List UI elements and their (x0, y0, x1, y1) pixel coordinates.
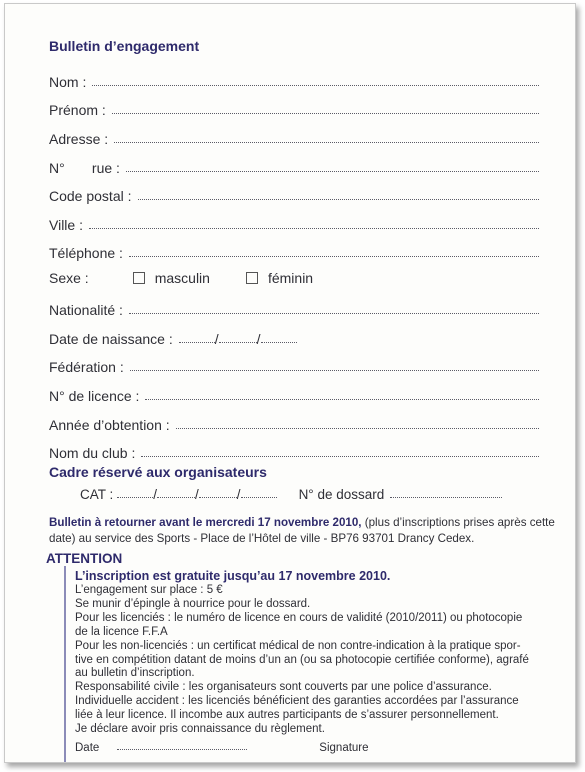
cat-line-1[interactable] (117, 496, 153, 498)
field-nationalite[interactable] (49, 298, 539, 318)
field-rue[interactable] (49, 156, 539, 176)
feminin-label: féminin (267, 270, 314, 286)
field-sexe (49, 270, 313, 286)
attention-line: Pour les non-licenciés : un certificat médical de non contre-indication à la pratique spor- (75, 639, 521, 652)
field-telephone[interactable] (49, 241, 539, 261)
return-notice (49, 515, 557, 547)
field-line[interactable] (129, 255, 539, 257)
field-label: Nom : (49, 74, 87, 90)
attention-line: de la licence F.F.A (75, 625, 168, 638)
field-label: Téléphone : (49, 245, 123, 261)
field-code-postal[interactable] (49, 184, 539, 204)
attention-headline: L’inscription est gratuite jusqu’au 17 novembre 2010. (75, 569, 391, 583)
date-separator: / (214, 331, 219, 347)
field-label: Date de naissance : (49, 331, 173, 347)
attention-lines (75, 584, 553, 737)
field-label: Fédération : (49, 359, 124, 375)
cat-separator: / (236, 487, 241, 502)
field-line[interactable] (176, 427, 539, 429)
attention-line: L’engagement sur place : 5 € (75, 584, 223, 596)
field-annee-obtention[interactable] (49, 413, 539, 433)
date-separator: / (256, 331, 261, 347)
return-deadline: Bulletin à retourner avant le mercredi 17 novembre 2010, (49, 516, 362, 529)
date-signature-row (75, 742, 455, 754)
field-date-naissance (49, 327, 309, 347)
form-title: Bulletin d’engagement (49, 38, 200, 54)
attention-line: Individuelle accident : les licenciés bénéficient des garanties accordées par l’assurance (75, 695, 519, 708)
field-line[interactable] (141, 455, 539, 457)
month-line[interactable] (219, 341, 257, 343)
dossard-line[interactable] (390, 496, 502, 498)
attention-line: Je déclare avoir pris connaissance du règlement. (75, 723, 325, 736)
field-ville[interactable] (49, 213, 539, 233)
day-line[interactable] (179, 341, 215, 343)
organisateurs-row (80, 487, 502, 502)
field-line[interactable] (126, 170, 539, 172)
return-address: (plus d’inscriptions prises après cette date) au service des Sports - Place de l’Hôtel de ville - BP76 93701 Drancy Cedex. (49, 516, 555, 545)
cat-separator: / (153, 487, 158, 502)
field-line[interactable] (92, 84, 539, 86)
field-line[interactable] (112, 112, 539, 114)
attention-line: tive en compétition datant de moins d’un an (ou sa photocopie certifiée conforme), agrafé (75, 653, 529, 666)
cat-separator: / (195, 487, 199, 502)
field-label: Nom du club : (49, 445, 136, 461)
date-label: Date (75, 742, 100, 754)
year-line[interactable] (261, 341, 297, 343)
attention-line: Responsabilité civile : les organisateurs sont couverts par une police d’assurance. (75, 681, 492, 694)
field-nom[interactable] (49, 70, 539, 90)
field-prenom[interactable] (49, 98, 539, 118)
field-adresse[interactable] (49, 127, 539, 147)
field-label: Ville : (49, 217, 83, 233)
attention-line: liée à leur licence. Il incombe aux autres participants de s’assurer personnellement. (75, 709, 499, 722)
attention-line: Se munir d’épingle à nourrice pour le dossard. (75, 597, 311, 610)
cat-label: CAT : (80, 487, 114, 502)
attention-line: au bulletin d’inscription. (75, 667, 195, 680)
field-line[interactable] (145, 398, 539, 400)
cat-line-4[interactable] (241, 496, 277, 498)
date-line[interactable] (117, 748, 247, 750)
field-licence[interactable] (49, 384, 539, 404)
field-line[interactable] (130, 369, 539, 371)
field-label: Année d’obtention : (49, 417, 170, 433)
attention-title: ATTENTION (46, 551, 123, 566)
field-line[interactable] (89, 227, 539, 229)
masculin-label: masculin (154, 270, 210, 286)
dossard-label: N° de dossard (298, 487, 385, 502)
field-federation[interactable] (49, 355, 539, 375)
cat-line-2[interactable] (157, 496, 195, 498)
field-label: N° rue : (49, 160, 120, 176)
attention-line: Pour les licenciés : le numéro de licence en cours de validité (2010/2011) ou photocopie (75, 611, 523, 624)
field-line[interactable] (138, 198, 540, 200)
feminin-checkbox[interactable] (246, 272, 258, 284)
field-line[interactable] (129, 312, 539, 314)
sexe-label: Sexe : (49, 270, 89, 286)
signature-label: Signature (319, 742, 369, 754)
field-label: Nationalité : (49, 302, 123, 318)
cat-line-3[interactable] (199, 496, 237, 498)
field-label: Code postal : (49, 188, 132, 204)
field-line[interactable] (114, 141, 539, 143)
field-nom-club[interactable] (49, 441, 539, 461)
field-label: Adresse : (49, 131, 109, 147)
field-label: Prénom : (49, 102, 106, 118)
organisateurs-title: Cadre réservé aux organisateurs (49, 464, 267, 480)
masculin-checkbox[interactable] (133, 272, 145, 284)
field-label: N° de licence : (49, 388, 140, 404)
